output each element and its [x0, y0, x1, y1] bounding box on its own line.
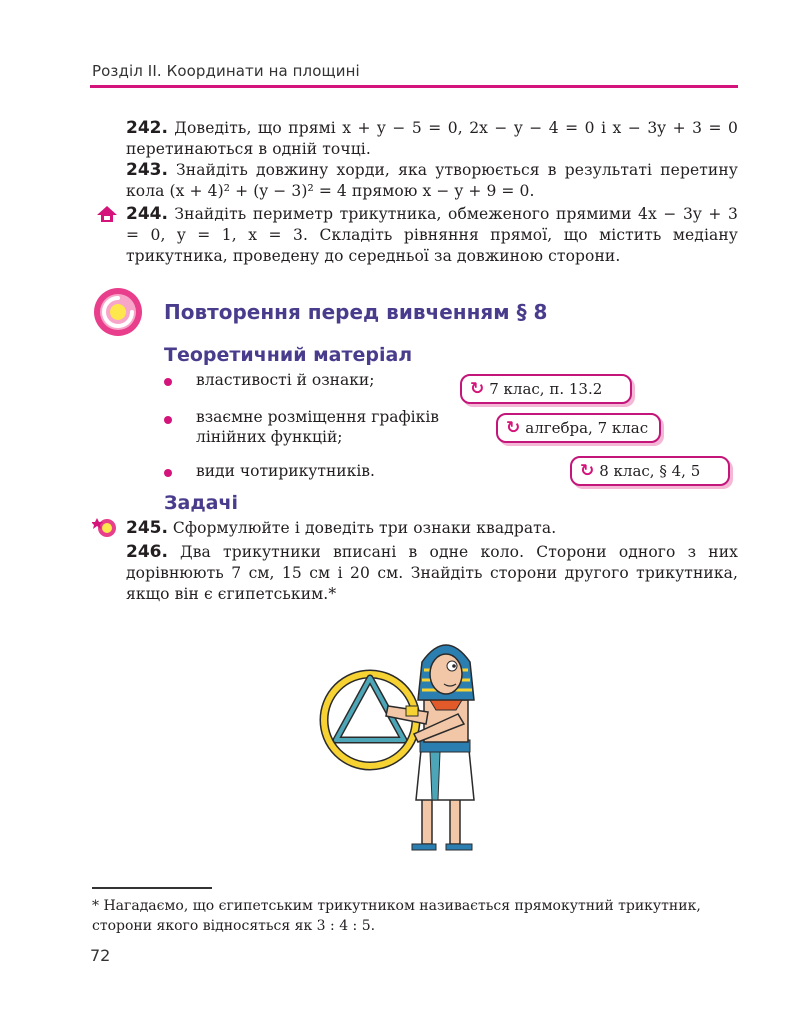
pharaoh-illustration — [318, 622, 528, 854]
problem-243: 243. Знайдіть довжину хорди, яка утворюється в результаті перетину кола (x + 4)² + (y − 3)² = 4 прямою x − y + 9 = 0. — [126, 160, 738, 200]
problem-242: 242. Доведіть, що прямі x + y − 5 = 0, 2x − y − 4 = 0 і x − 3y + 3 = 0 перетинаються в одній точці. — [126, 118, 738, 158]
footnote-divider — [92, 887, 212, 889]
reference-badge: ↻ 7 клас, п. 13.2 — [460, 374, 632, 404]
home-task-icon — [96, 204, 118, 224]
bullet-text: властивості й ознаки; — [196, 371, 375, 389]
tasks-title: Задачі — [164, 492, 239, 514]
section-spiral-icon — [92, 286, 144, 338]
reference-badge: ↻ алгебра, 7 клас — [496, 413, 661, 443]
section-title: Повторення перед вивченням § 8 — [164, 300, 548, 324]
running-header: Розділ II. Координати на площині — [92, 62, 360, 80]
star-icon — [92, 514, 120, 540]
review-icon: ↻ — [506, 418, 521, 438]
header-divider — [90, 85, 738, 88]
page-number: 72 — [90, 946, 111, 965]
footnote: * Нагадаємо, що єгипетським трикутником називається прямокутний трикутник, сторони якого відносяться як 3 : 4 : 5. — [92, 898, 701, 934]
bullet-text: взаємне розміщення графіків лінійних функцій; — [196, 408, 440, 446]
bullet-dot — [164, 469, 172, 477]
bullet-dot — [164, 378, 172, 386]
review-icon: ↻ — [580, 461, 595, 481]
bullet-text: види чотирикутників. — [196, 462, 375, 480]
task-245: 245. Сформулюйте і доведіть три ознаки квадрата. — [126, 518, 557, 538]
reference-badge: ↻ 8 клас, § 4, 5 — [570, 456, 730, 486]
problem-244: 244. Знайдіть периметр трикутника, обмеженого прямими 4x − 3y + 3 = 0, y = 1, x = 3. Складіть рівняння прямої, що містить медіану трикутника, проведену до середньої за довжиною сторони. — [126, 204, 738, 265]
theory-title: Теоретичний матеріал — [164, 344, 413, 366]
task-246: 246. Два трикутники вписані в одне коло. Сторони одного з них дорівнюють 7 см, 15 см і 20 см. Знайдіть сторони другого трикутника, якщо він є єгипетським.* — [126, 542, 738, 603]
bullet-dot — [164, 416, 172, 424]
review-icon: ↻ — [470, 379, 485, 399]
